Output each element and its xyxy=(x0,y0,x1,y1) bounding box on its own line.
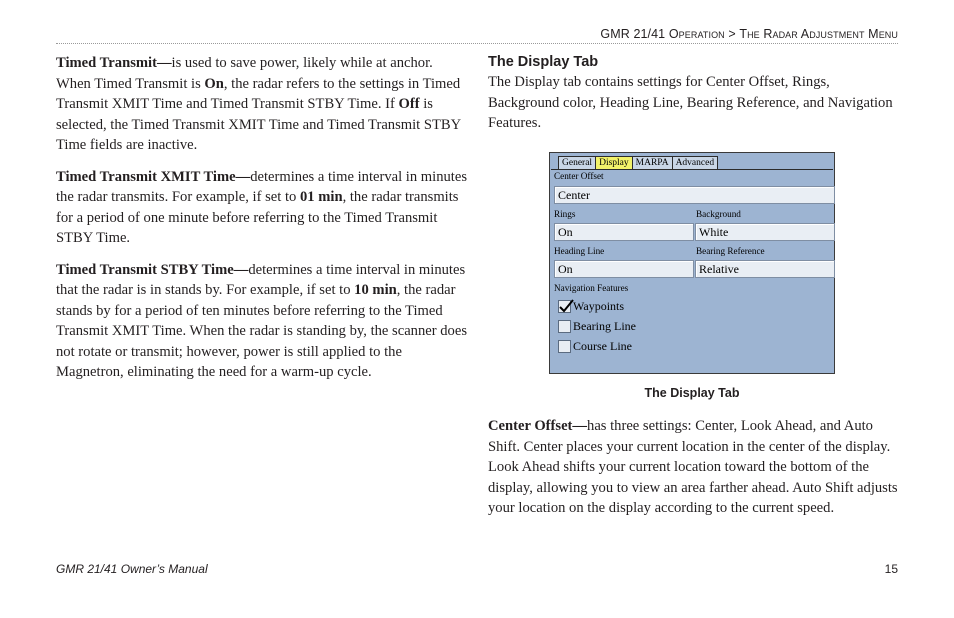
page-number: 15 xyxy=(884,562,898,576)
running-head-separator: > xyxy=(728,27,736,41)
tab-underline xyxy=(551,169,833,170)
bearing-line-checkbox[interactable] xyxy=(558,320,571,333)
timed-transmit-term: Timed Transmit— xyxy=(56,55,172,71)
stby-example-value: 10 min xyxy=(354,282,397,298)
display-tab-screenshot xyxy=(549,152,835,374)
checkmark-icon xyxy=(558,298,574,314)
right-column xyxy=(488,53,900,145)
text-run: , the radar transmits for a period of one minute before referring to the Timed Transmit STBY Time. xyxy=(56,189,459,246)
navigation-features-label: Navigation Features xyxy=(554,283,629,293)
heading-line-field[interactable]: On xyxy=(554,260,694,278)
on-value: On xyxy=(204,75,224,92)
running-head xyxy=(600,27,898,41)
text-run: determines a time interval in minutes the radar transmits. For example, if set to xyxy=(56,168,468,205)
header-divider xyxy=(56,43,898,44)
text-run: determines a time interval in minutes that the radar is in stands by. For example, if set to xyxy=(56,261,466,298)
text-run: is selected, the Timed Transmit XMIT Time and Timed Transmit STBY Time fields are inactive. xyxy=(56,96,461,153)
center-offset-term: Center Offset— xyxy=(488,418,588,434)
text-run: , the radar refers to the settings in Timed Transmit XMIT Time and Timed Transmit STBY Time. If xyxy=(56,75,461,112)
tab-display[interactable]: Display xyxy=(595,156,633,169)
xmit-example-value: 01 min xyxy=(299,189,343,205)
text-run: , the radar stands by for a period of ten minutes before referring to the Timed Transmit XMIT Time. When the radar is standing by, the scanner does not rotate or transmit; however, power is still applied to the Magnetron, eliminating the need for a warm-up cycle. xyxy=(56,282,468,380)
running-head-subsection: The Radar Adjustment Menu xyxy=(739,27,898,41)
xmit-time-paragraph xyxy=(56,167,470,249)
heading-line-label: Heading Line xyxy=(554,246,605,256)
off-value: Off xyxy=(398,96,420,112)
waypoints-label: Waypoints xyxy=(573,299,625,313)
timed-transmit-paragraph xyxy=(56,53,470,156)
tab-advanced[interactable]: Advanced xyxy=(672,156,719,169)
display-tab-intro: The Display tab contains settings for Center Offset, Rings, Background color, Heading Line, Bearing Reference, and Navigation Features. xyxy=(488,74,893,131)
rings-label: Rings xyxy=(554,209,576,219)
running-head-model: GMR 21/41 xyxy=(600,27,666,41)
stby-time-paragraph xyxy=(56,260,470,383)
tab-marpa[interactable]: MARPA xyxy=(632,156,673,169)
course-line-checkbox[interactable] xyxy=(558,340,571,353)
xmit-time-term: Timed Transmit XMIT Time— xyxy=(56,168,251,185)
footer-manual-title: GMR 21/41 Owner’s Manual xyxy=(56,562,208,576)
waypoints-checkbox[interactable] xyxy=(558,300,571,313)
figure-caption: The Display Tab xyxy=(644,386,740,400)
center-offset-section xyxy=(488,416,900,530)
text-run: has three settings: Center, Look Ahead, and Auto Shift. Center places your current location in the center of the display. Look Ahead shifts your current location toward the bottom of the display, allowing you to view an area farther ahead. Auto Shift adjusts your location on the display according to the current speed. xyxy=(488,418,898,516)
section-heading: The Display Tab xyxy=(488,54,599,70)
background-label: Background xyxy=(696,209,741,219)
course-line-label: Course Line xyxy=(573,339,632,353)
bearing-line-label: Bearing Line xyxy=(573,319,636,333)
running-head-section: Operation xyxy=(668,27,725,41)
center-offset-label: Center Offset xyxy=(554,171,604,181)
rings-field[interactable]: On xyxy=(554,223,694,241)
background-field[interactable]: White xyxy=(695,223,835,241)
left-column xyxy=(56,53,470,394)
center-offset-field[interactable]: Center xyxy=(554,186,835,204)
tab-bar xyxy=(558,156,717,169)
tab-general[interactable]: General xyxy=(558,156,596,169)
text-run: is used to save power, likely while at anchor. When Timed Transmit is xyxy=(56,55,433,92)
bearing-reference-field[interactable]: Relative xyxy=(695,260,835,278)
stby-time-term: Timed Transmit STBY Time— xyxy=(56,261,249,278)
bearing-reference-label: Bearing Reference xyxy=(696,246,765,256)
center-offset-paragraph xyxy=(488,416,900,519)
